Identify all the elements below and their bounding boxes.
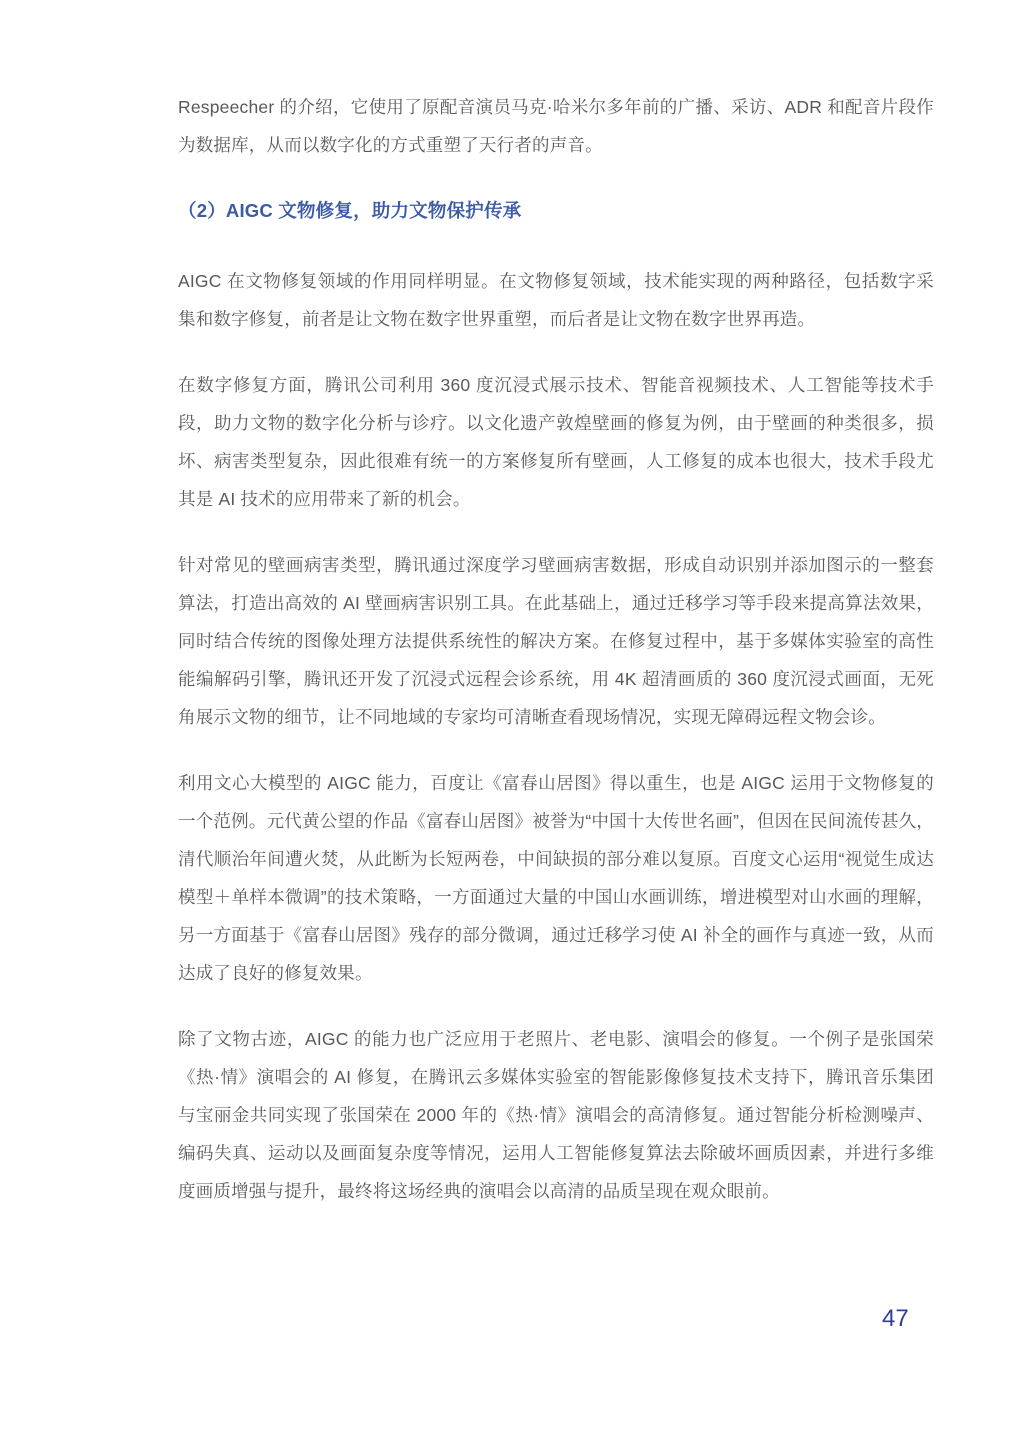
paragraph-mural-disease-ai-tool: 针对常见的壁画病害类型，腾讯通过深度学习壁画病害数据，形成自动识别并添加图示的一整套算法，打造出高效的 AI 壁画病害识别工具。在此基础上，通过迁移学习等手段来提高算法效果，同时结合传统的图像处理方法提供系统性的解决方案。在修复过程中，基于多媒体实验室的高性能编解码引擎，腾讯还开发了沉浸式远程会诊系统，用 4K 超清画质的 360 度沉浸式画面，无死角展示文物的细节，让不同地域的专家均可清晰查看现场情况，实现无障碍远程文物会诊。 [178,555,934,727]
paragraph-concert-restoration: 除了文物古迹，AIGC 的能力也广泛应用于老照片、老电影、演唱会的修复。一个例子是张国荣《热·情》演唱会的 AI 修复，在腾讯云多媒体实验室的智能影像修复技术支持下，腾讯音乐集团与宝丽金共同实现了张国荣在 2000 年的《热·情》演唱会的高清修复。通过智能分析检测噪声、编码失真、运动以及画面复杂度等情况，运用人工智能修复算法去除破坏画质因素，并进行多维度画质增强与提升，最终将这场经典的演唱会以高清的品质呈现在观众眼前。 [178,1029,934,1201]
paragraph-tencent-digital-restoration: 在数字修复方面，腾讯公司利用 360 度沉浸式展示技术、智能音视频技术、人工智能等技术手段，助力文物的数字化分析与诊疗。以文化遗产敦煌壁画的修复为例，由于壁画的种类很多，损坏、病害类型复杂，因此很难有统一的方案修复所有壁画，人工修复的成本也很大，技术手段尤其是 AI 技术的应用带来了新的机会。 [178,375,934,509]
paragraph-baidu-fuchun-painting: 利用文心大模型的 AIGC 能力，百度让《富春山居图》得以重生，也是 AIGC 运用于文物修复的一个范例。元代黄公望的作品《富春山居图》被誉为“中国十大传世名画”，但因在民间流传甚久，清代顺治年间遭火焚，从此断为长短两卷，中间缺损的部分难以复原。百度文心运用“视觉生成达模型＋单样本微调”的技术策略，一方面通过大量的中国山水画训练，增进模型对山水画的理解，另一方面基于《富春山居图》残存的部分微调，通过迁移学习使 AI 补全的画作与真迹一致，从而达成了良好的修复效果。 [178,773,934,983]
section-heading-aigc-relic-restoration: （2）AIGC 文物修复，助力文物保护传承 [178,200,522,221]
paragraph-aigc-restoration-overview: AIGC 在文物修复领域的作用同样明显。在文物修复领域，技术能实现的两种路径，包括数字采集和数字修复，前者是让文物在数字世界重塑，而后者是让文物在数字世界再造。 [178,271,934,329]
page-content [178,88,934,1210]
paragraph-respeecher-voice: Respeecher 的介绍，它使用了原配音演员马克·哈米尔多年前的广播、采访、ADR 和配音片段作为数据库，从而以数字化的方式重塑了天行者的声音。 [178,97,934,155]
page-number: 47 [882,1305,909,1332]
